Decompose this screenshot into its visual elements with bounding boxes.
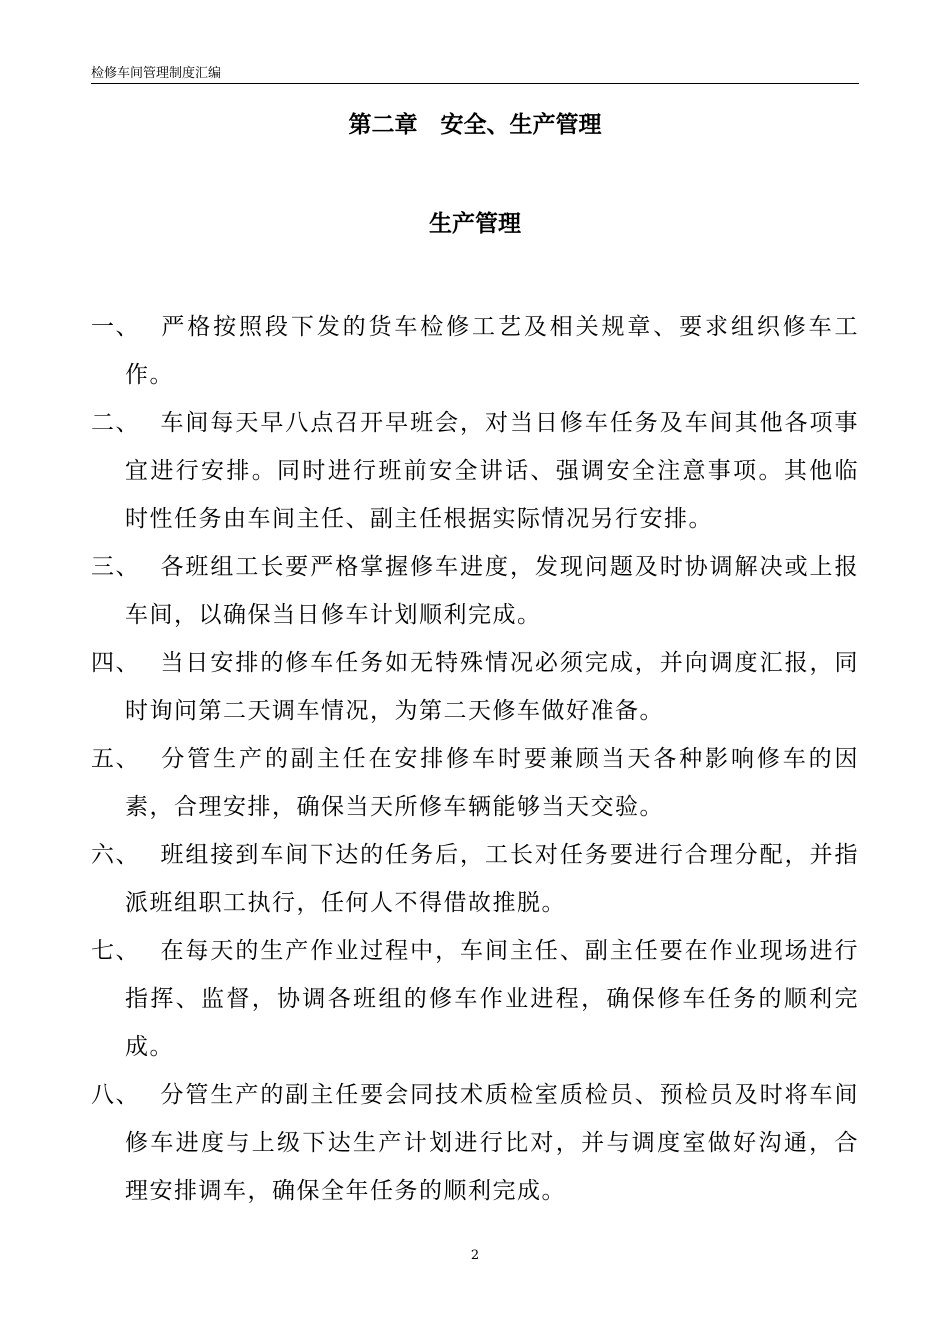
article-item bbox=[91, 303, 859, 399]
page-number: 2 bbox=[470, 1248, 480, 1263]
article-text: 班组接到车间下达的任务后，工长对任务要进行合理分配，并指派班组职工执行，任何人不得借故推脱。 bbox=[125, 842, 859, 916]
article-number: 五、 bbox=[91, 746, 140, 772]
article-number: 三、 bbox=[91, 554, 140, 580]
article-item bbox=[91, 1071, 859, 1215]
article-item bbox=[91, 543, 859, 639]
section-title: 生产管理 bbox=[429, 210, 521, 237]
article-item bbox=[91, 927, 859, 1071]
header-rule bbox=[91, 83, 859, 84]
article-text: 各班组工长要严格掌握修车进度，发现问题及时协调解决或上报车间，以确保当日修车计划顺利完成。 bbox=[125, 554, 859, 628]
article-text: 严格按照段下发的货车检修工艺及相关规章、要求组织修车工作。 bbox=[125, 314, 859, 388]
article-item bbox=[91, 639, 859, 735]
article-item bbox=[91, 831, 859, 927]
article-text: 在每天的生产作业过程中，车间主任、副主任要在作业现场进行指挥、监督，协调各班组的修车作业进程，确保修车任务的顺利完成。 bbox=[125, 938, 859, 1060]
article-item bbox=[91, 735, 859, 831]
article-number: 一、 bbox=[91, 314, 140, 340]
article-number: 二、 bbox=[91, 410, 140, 436]
running-header: 检修车间管理制度汇编 bbox=[91, 66, 222, 81]
article-text: 分管生产的副主任在安排修车时要兼顾当天各种影响修车的因素，合理安排，确保当天所修车辆能够当天交验。 bbox=[125, 746, 859, 820]
article-text: 当日安排的修车任务如无特殊情况必须完成，并向调度汇报，同时询问第二天调车情况，为第二天修车做好准备。 bbox=[125, 650, 859, 724]
article-text: 分管生产的副主任要会同技术质检室质检员、预检员及时将车间修车进度与上级下达生产计划进行比对，并与调度室做好沟通，合理安排调车，确保全年任务的顺利完成。 bbox=[125, 1082, 859, 1204]
article-number: 四、 bbox=[91, 650, 140, 676]
article-number: 六、 bbox=[91, 842, 140, 868]
article-number: 七、 bbox=[91, 938, 140, 964]
chapter-title: 第二章 安全、生产管理 bbox=[348, 111, 602, 138]
article-item bbox=[91, 399, 859, 543]
article-list bbox=[91, 303, 859, 1215]
article-number: 八、 bbox=[91, 1082, 140, 1108]
article-text: 车间每天早八点召开早班会，对当日修车任务及车间其他各项事宜进行安排。同时进行班前安全讲话、强调安全注意事项。其他临时性任务由车间主任、副主任根据实际情况另行安排。 bbox=[125, 410, 859, 532]
